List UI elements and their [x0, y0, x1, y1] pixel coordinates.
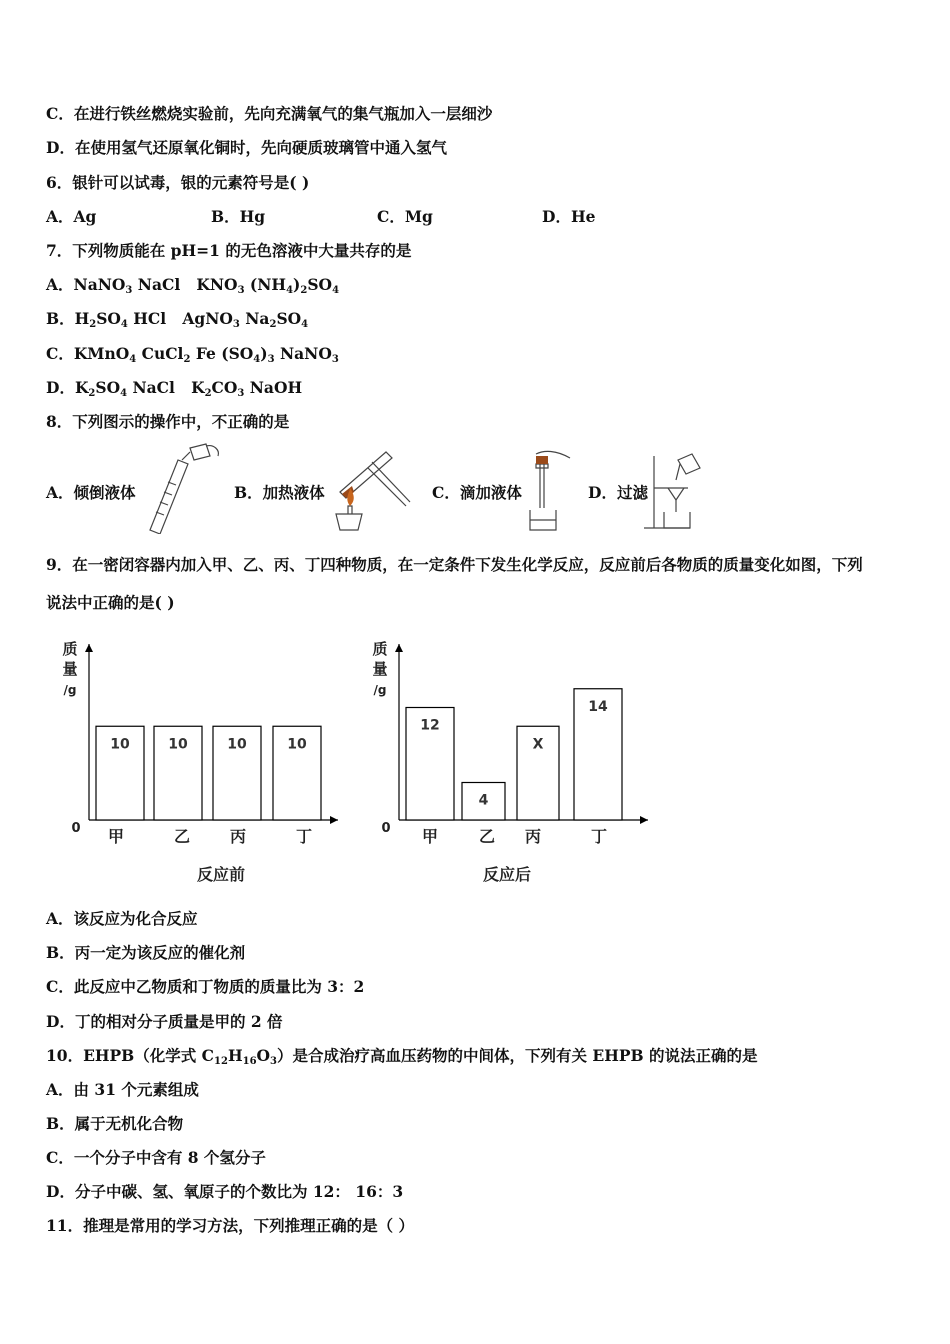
q5-option-c: C．在进行铁丝燃烧实验前，先向充满氧气的集气瓶加入一层细沙	[46, 104, 493, 123]
q7-stem: 7．下列物质能在 pH=1 的无色溶液中大量共存的是	[46, 241, 412, 260]
bar-value-label: 10	[287, 736, 307, 753]
chart-after-reaction	[362, 630, 662, 892]
pour-liquid-illustration	[142, 442, 222, 534]
q6-option-c: C．Mg	[377, 207, 433, 226]
q9-option-c: C．此反应中乙物质和丁物质的质量比为 3：2	[46, 977, 365, 996]
y-axis-label: /g	[63, 683, 77, 697]
q8-label-a: A．倾倒液体	[46, 483, 136, 502]
filtration-illustration	[640, 450, 706, 534]
y-axis-label: 量	[372, 660, 388, 678]
q8-label-d: D．过滤	[588, 483, 648, 502]
category-label: 乙	[173, 827, 191, 846]
category-label: 丁	[590, 827, 608, 846]
q10-option-b: B．属于无机化合物	[46, 1114, 184, 1133]
q6-option-b: B．Hg	[211, 207, 266, 226]
category-label: 丁	[295, 827, 313, 846]
y-axis-label: /g	[373, 683, 387, 697]
q9-option-d: D．丁的相对分子质量是甲的 2 倍	[46, 1012, 283, 1031]
chart-title: 反应后	[482, 865, 532, 884]
y-axis-label: 量	[62, 660, 78, 678]
y-axis-arrow	[395, 644, 403, 652]
q5-option-d: D．在使用氢气还原氧化铜时，先向硬质玻璃管中通入氢气	[46, 138, 447, 157]
y-axis-label: 质	[62, 640, 78, 658]
y-axis-arrow	[85, 644, 93, 652]
y-axis-label: 质	[372, 640, 388, 658]
q8-stem: 8．下列图示的操作中，不正确的是	[46, 412, 290, 431]
x-axis-arrow	[640, 816, 648, 824]
origin-label: 0	[381, 821, 391, 836]
bar-value-label: 10	[227, 736, 247, 753]
q10-stem: 10．EHPB（化学式 $C_{12}H_{16}O_3$）是合成治疗高血压药物的中间体，下列有关 EHPB 的说法正确的是	[46, 1046, 758, 1067]
bar-value-label: 4	[478, 792, 489, 809]
q8-label-c: C．滴加液体	[432, 483, 522, 502]
bar-value-label: 10	[110, 736, 130, 753]
bar-value-label: 14	[588, 698, 608, 715]
q6-option-a: A．Ag	[46, 207, 97, 226]
q7-option-b: B．$H_2SO_4$ HCl AgNO$_3$ $Na_2SO_4$	[46, 309, 309, 330]
q7-option-a: A．NaNO$_3$ NaCl $KNO_3$ $(NH_4)_2SO_4$	[46, 275, 340, 296]
q9-option-a: A．该反应为化合反应	[46, 909, 198, 928]
q6-option-d: D．He	[542, 207, 596, 226]
q10-option-d: D．分子中碳、氢、氧原子的个数比为 12： 16：3	[46, 1182, 404, 1201]
q9-option-b: B．丙一定为该反应的催化剂	[46, 943, 246, 962]
origin-label: 0	[71, 821, 81, 836]
heat-liquid-illustration	[328, 446, 414, 534]
q7-option-c: C．KMnO$_4$ CuCl$_2$ Fe $(SO_4)_3$ NaNO$_3$	[46, 344, 339, 365]
q6-options	[46, 205, 595, 227]
category-label: 丙	[524, 827, 542, 846]
category-label: 甲	[421, 827, 439, 846]
q8-label-b: B．加热液体	[234, 483, 325, 502]
q11-stem: 11．推理是常用的学习方法，下列推理正确的是（ ）	[46, 1216, 414, 1235]
q9-stem-line2: 说法中正确的是( )	[46, 593, 175, 612]
q6-stem: 6．银针可以试毒，银的元素符号是( )	[46, 173, 310, 192]
x-axis-arrow	[330, 816, 338, 824]
category-label: 甲	[107, 827, 125, 846]
drop-liquid-illustration	[526, 450, 576, 534]
q10-option-a: A．由 31 个元素组成	[46, 1080, 199, 1099]
category-label: 乙	[478, 827, 496, 846]
bar-value-label: 12	[420, 717, 440, 734]
q10-option-c: C．一个分子中含有 8 个氢分子	[46, 1148, 266, 1167]
q9-stem-line1: 9．在一密闭容器内加入甲、乙、丙、丁四种物质，在一定条件下发生化学反应，反应前后各物质的质量变化如图，下列	[46, 555, 863, 574]
bar-value-label: 10	[168, 736, 188, 753]
bar-value-label: X	[532, 736, 544, 753]
q7-option-d: D．$K_2SO_4$ NaCl $K_2CO_3$ NaOH	[46, 378, 303, 399]
category-label: 丙	[229, 827, 247, 846]
chart-title: 反应前	[196, 865, 246, 884]
chart-before-reaction	[52, 630, 352, 892]
